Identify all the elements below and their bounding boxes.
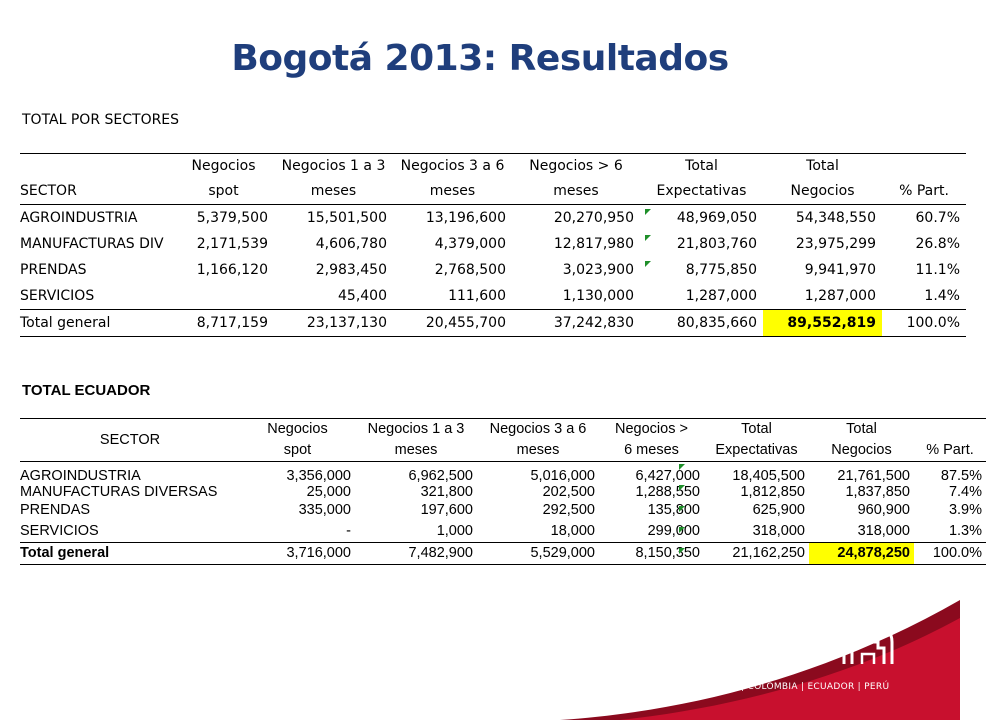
- total-cell: 5,529,000: [477, 543, 599, 565]
- header-cell: Negocios 3 a 6: [393, 154, 512, 180]
- cell-error-indicator-icon: [679, 464, 685, 470]
- footer-banner: [0, 600, 960, 720]
- value-cell: 292,500: [542, 502, 595, 518]
- total-label-cell: Total general: [20, 310, 173, 337]
- highlighted-total-negocios-cell: 24,878,250: [809, 543, 914, 565]
- header-cell: meses: [355, 440, 477, 462]
- value-cell: 87.5%: [940, 468, 982, 484]
- value-cell: 18,405,500: [732, 468, 805, 484]
- value-cell: 21,803,760: [676, 236, 757, 252]
- value-cell: 7.4%: [948, 484, 982, 500]
- table-row: [20, 500, 986, 521]
- total-cell: 8,717,159: [173, 310, 274, 337]
- value-cell: 135,800: [647, 502, 700, 518]
- page-title: Bogotá 2013: Resultados: [231, 38, 729, 79]
- header-cell: % Part.: [914, 440, 986, 462]
- value-cell: 2,768,500: [434, 262, 506, 278]
- header-cell-sector: SECTOR: [20, 179, 173, 205]
- total-cell: 7,482,900: [355, 543, 477, 565]
- value-cell: 299,000: [647, 523, 700, 539]
- header-cell: Negocios 3 a 6: [477, 419, 599, 441]
- value-cell: 25,000: [306, 484, 351, 500]
- total-cell: 21,162,250: [704, 543, 809, 565]
- header-cell: Negocios: [240, 419, 355, 441]
- value-cell: -: [346, 523, 351, 539]
- table-total-row: [20, 543, 986, 565]
- header-cell: Negocios: [809, 440, 914, 462]
- value-cell: 3,356,000: [286, 468, 351, 484]
- table-header-row: [20, 440, 986, 462]
- value-cell: 9,941,970: [804, 262, 876, 278]
- table-row: [20, 283, 966, 310]
- total-cell: 100.0%: [914, 543, 986, 565]
- sector-cell: AGROINDUSTRIA: [20, 468, 141, 484]
- table-total-ecuador: [20, 418, 986, 565]
- header-cell: Total: [704, 419, 809, 441]
- value-cell: 321,800: [420, 484, 473, 500]
- cell-error-indicator-icon: [679, 485, 685, 491]
- header-cell: Total: [763, 154, 882, 180]
- value-cell: 5,016,000: [530, 468, 595, 484]
- logo-countries-text: BOLIVIA | COLOMBIA | ECUADOR | PERÚ: [700, 682, 890, 692]
- section-label-total-ecuador: TOTAL ECUADOR: [22, 382, 151, 399]
- value-cell: 1,287,000: [685, 288, 757, 304]
- table-row: [20, 205, 966, 232]
- header-cell: meses: [393, 179, 512, 205]
- logo-text-line2: ANDINA: [700, 643, 789, 667]
- sector-cell: SERVICIOS: [20, 523, 99, 539]
- total-cell: 23,137,130: [274, 310, 393, 337]
- logo-text-line1: COMUNIDAD: [700, 619, 841, 643]
- table-row: [20, 521, 986, 543]
- table-header-row: [20, 154, 966, 180]
- cell-error-indicator-icon: [645, 209, 651, 215]
- value-cell: 3.9%: [948, 502, 982, 518]
- sector-cell: SERVICIOS: [20, 288, 95, 304]
- value-cell: 3,023,900: [562, 262, 634, 278]
- value-cell: 21,761,500: [837, 468, 910, 484]
- cell-error-indicator-icon: [679, 527, 685, 533]
- value-cell: 2,983,450: [315, 262, 387, 278]
- value-cell: 4,606,780: [315, 236, 387, 252]
- header-cell: 6 meses: [599, 440, 704, 462]
- total-cell: 80,835,660: [640, 310, 763, 337]
- value-cell: 13,196,600: [425, 210, 506, 226]
- header-cell: Negocios 1 a 3: [355, 419, 477, 441]
- total-label-cell: Total general: [20, 543, 240, 565]
- header-cell: meses: [512, 179, 640, 205]
- value-cell: 1.3%: [948, 523, 982, 539]
- value-cell: 1,000: [436, 523, 473, 539]
- value-cell: [173, 283, 274, 310]
- header-cell: [914, 419, 986, 441]
- value-cell: 15,501,500: [306, 210, 387, 226]
- value-cell: 2,171,539: [196, 236, 268, 252]
- table-row: [20, 231, 966, 257]
- header-cell: % Part.: [882, 179, 966, 205]
- header-cell: meses: [477, 440, 599, 462]
- cell-error-indicator-icon: [679, 548, 685, 554]
- table-header-row: [20, 179, 966, 205]
- andean-stepped-mark-icon: [840, 618, 896, 666]
- value-cell: 1,130,000: [562, 288, 634, 304]
- value-cell: 18,000: [550, 523, 595, 539]
- sector-cell: AGROINDUSTRIA: [20, 210, 138, 226]
- header-cell: meses: [274, 179, 393, 205]
- header-cell: Negocios 1 a 3: [274, 154, 393, 180]
- value-cell: 335,000: [298, 502, 351, 518]
- comunidad-andina-logo: [700, 620, 920, 706]
- cell-error-indicator-icon: [645, 235, 651, 241]
- value-cell: 5,379,500: [196, 210, 268, 226]
- header-cell: Negocios > 6: [512, 154, 640, 180]
- value-cell: 11.1%: [915, 262, 960, 278]
- header-cell: Expectativas: [704, 440, 809, 462]
- value-cell: 1,812,850: [740, 484, 805, 500]
- header-cell: Total: [640, 154, 763, 180]
- value-cell: 54,348,550: [795, 210, 876, 226]
- value-cell: 318,000: [752, 523, 805, 539]
- total-cell: 20,455,700: [393, 310, 512, 337]
- value-cell: 4,379,000: [434, 236, 506, 252]
- value-cell: 6,962,500: [408, 468, 473, 484]
- table-total-row: [20, 310, 966, 337]
- cell-error-indicator-icon: [645, 261, 651, 267]
- value-cell: 20,270,950: [553, 210, 634, 226]
- header-cell-sector: SECTOR: [20, 430, 240, 452]
- total-cell: 8,150,350: [599, 543, 704, 565]
- value-cell: 960,900: [857, 502, 910, 518]
- value-cell: 318,000: [857, 523, 910, 539]
- value-cell: 48,969,050: [676, 210, 757, 226]
- sector-cell: MANUFACTURAS DIV: [20, 236, 164, 252]
- header-cell: Expectativas: [640, 179, 763, 205]
- table-row: [20, 468, 986, 484]
- value-cell: 111,600: [448, 288, 506, 304]
- header-cell: Negocios: [763, 179, 882, 205]
- value-cell: 1,166,120: [196, 262, 268, 278]
- header-cell: [882, 154, 966, 180]
- cell-error-indicator-icon: [679, 506, 685, 512]
- section-label-total-por-sectores: TOTAL POR SECTORES: [22, 112, 180, 128]
- header-cell: Total: [809, 419, 914, 441]
- total-cell: 3,716,000: [240, 543, 355, 565]
- total-cell: 37,242,830: [512, 310, 640, 337]
- value-cell: 23,975,299: [795, 236, 876, 252]
- value-cell: 625,900: [752, 502, 805, 518]
- sector-cell: MANUFACTURAS DIVERSAS: [20, 484, 218, 500]
- table-row: [20, 257, 966, 283]
- value-cell: 8,775,850: [685, 262, 757, 278]
- value-cell: 60.7%: [915, 210, 960, 226]
- header-cell: spot: [240, 440, 355, 462]
- value-cell: 26.8%: [915, 236, 960, 252]
- table-row: [20, 484, 986, 500]
- value-cell: 12,817,980: [553, 236, 634, 252]
- sector-cell: PRENDAS: [20, 502, 91, 518]
- table-total-por-sectores: [20, 153, 966, 337]
- header-cell: Negocios: [173, 154, 274, 180]
- value-cell: 1,288,550: [635, 484, 700, 500]
- value-cell: 6,427,000: [635, 468, 700, 484]
- header-cell: [20, 154, 173, 180]
- highlighted-total-negocios-cell: 89,552,819: [763, 310, 882, 337]
- value-cell: 1.4%: [924, 288, 960, 304]
- value-cell: 197,600: [420, 502, 473, 518]
- value-cell: 45,400: [338, 288, 387, 304]
- sector-cell: PRENDAS: [20, 262, 87, 278]
- header-cell: spot: [173, 179, 274, 205]
- header-cell: Negocios >: [599, 419, 704, 441]
- value-cell: 202,500: [542, 484, 595, 500]
- value-cell: 1,287,000: [804, 288, 876, 304]
- value-cell: 1,837,850: [845, 484, 910, 500]
- total-cell: 100.0%: [882, 310, 966, 337]
